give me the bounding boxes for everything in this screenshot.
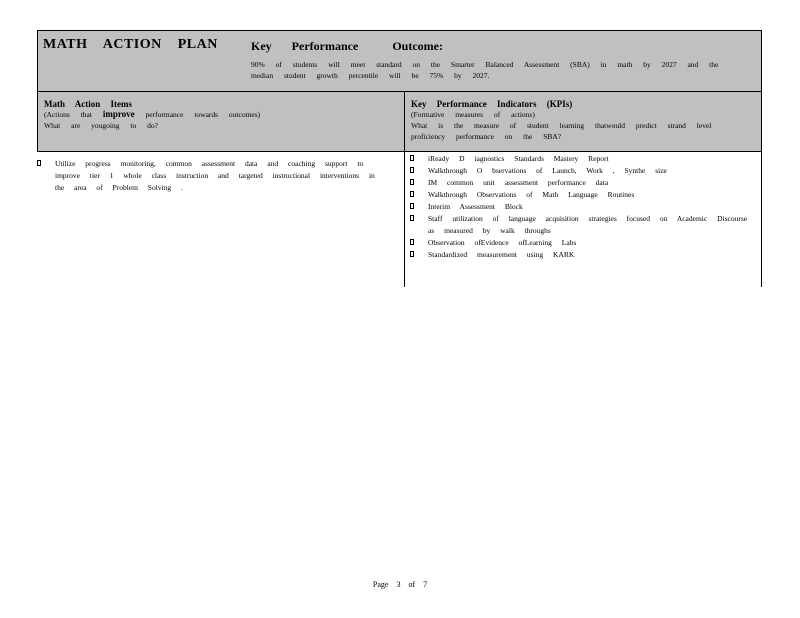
kpi-item-text: Walkthrough Observations of Math Language Routines — [428, 190, 635, 199]
kpi-header — [411, 99, 751, 142]
kpi-item-text: Standardized measurement using KARK — [428, 250, 575, 259]
list-item — [410, 189, 755, 201]
action-items-subtitle — [44, 109, 399, 120]
action-items-header — [44, 99, 399, 131]
kpi-title: Key Performance Indicators (KPIs) — [411, 99, 573, 109]
list-item — [410, 201, 755, 213]
bullet-icon — [410, 191, 414, 197]
list-item — [410, 177, 755, 189]
bullet-icon — [410, 179, 414, 185]
action-item-text: Utilize progress monitoring, common assessment data and coaching support to improve tier 1 whole class instruction and targeted instructional interventions in the area of Problem Solving . — [55, 159, 375, 192]
kpo-heading-word-2: Performance — [291, 39, 359, 53]
action-items-subtitle-post: performance towards outcomes) — [145, 110, 261, 119]
column-header-band — [37, 92, 762, 152]
bullet-icon — [410, 167, 414, 173]
bullet-icon — [410, 239, 414, 245]
page-title: MATH ACTION PLAN — [43, 37, 218, 52]
action-items-subtitle-bold: improve — [102, 109, 135, 119]
kpi-item-text: Interim Assessment Block — [428, 202, 523, 211]
kpi-item-text: Observation ofEvidence ofLearning Labs — [428, 238, 577, 247]
kpi-list — [410, 153, 755, 261]
kpo-text: 90% of students will meet standard on the Smarter Balanced Assessment (SBA) in math by 2027 and the median student growth percentile will be 75% by 2027. — [251, 60, 719, 80]
list-item — [37, 158, 387, 194]
bullet-icon — [410, 215, 414, 221]
kpi-subtitle: (Formative measures of actions) — [411, 110, 535, 119]
kpo-heading — [251, 39, 443, 54]
right-border — [761, 152, 762, 287]
kpo-heading-word-1: Key — [251, 39, 272, 53]
action-items-title: Math Action Items — [44, 99, 132, 109]
kpi-item-text: IM common unit assessment performance data — [428, 178, 609, 187]
kpi-item-text: Staff utilization of language acquisition strategies focused on Academic Discourse as measured by walk throughs — [428, 214, 748, 235]
action-items-subtitle-pre: (Actions that — [44, 110, 92, 119]
list-item — [410, 213, 755, 237]
action-items-list — [37, 158, 387, 194]
kpi-item-text: iReady D iagnostics Standards Mastery Report — [428, 154, 609, 163]
list-item — [410, 249, 755, 261]
column-divider — [404, 92, 405, 287]
bullet-icon — [410, 155, 414, 161]
page-number: Page 3 of 7 — [372, 580, 428, 589]
kpo-heading-word-3: Outcome: — [392, 39, 443, 53]
kpi-question: What is the measure of student learning thatwould predict strand level proficiency performance on the SBA? — [411, 121, 712, 141]
bullet-icon — [410, 251, 414, 257]
bullet-icon — [410, 203, 414, 209]
kpi-item-text: Walkthrough O bservations of Launch, Work , Synthe size — [428, 166, 667, 175]
bullet-icon — [37, 160, 41, 166]
list-item — [410, 153, 755, 165]
list-item — [410, 165, 755, 177]
action-items-question: What are yougoing to do? — [44, 121, 158, 130]
list-item — [410, 237, 755, 249]
